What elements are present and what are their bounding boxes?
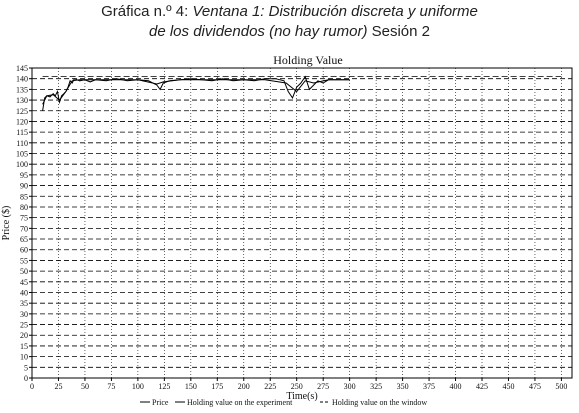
y-tick-label: 120 bbox=[16, 117, 28, 127]
y-tick-label: 5 bbox=[24, 363, 28, 373]
x-tick-label: 75 bbox=[107, 382, 116, 391]
y-tick-label: 100 bbox=[16, 160, 28, 170]
x-tick-label: 500 bbox=[555, 382, 568, 391]
x-tick-label: 450 bbox=[502, 382, 515, 391]
x-tick-label: 50 bbox=[80, 382, 89, 391]
y-axis-label: Price ($) bbox=[1, 205, 12, 241]
legend-label: Holding value on the experiment bbox=[187, 398, 293, 407]
x-tick-label: 250 bbox=[290, 382, 303, 391]
legend-label: Holding value on the window bbox=[332, 398, 428, 407]
y-axis-ticks bbox=[16, 64, 32, 383]
y-tick-label: 130 bbox=[16, 96, 28, 106]
chart-grid bbox=[32, 68, 572, 378]
x-tick-label: 350 bbox=[396, 382, 409, 391]
y-tick-label: 105 bbox=[16, 149, 28, 159]
y-tick-label: 35 bbox=[20, 299, 28, 309]
x-tick-label: 375 bbox=[423, 382, 436, 391]
y-tick-label: 110 bbox=[16, 138, 28, 148]
legend-label: Price bbox=[152, 398, 169, 407]
x-axis-ticks bbox=[30, 378, 567, 391]
y-tick-label: 135 bbox=[16, 85, 28, 95]
x-tick-label: 425 bbox=[476, 382, 488, 391]
x-tick-label: 0 bbox=[30, 382, 34, 391]
chart-title: Holding Value bbox=[273, 53, 343, 67]
y-tick-label: 115 bbox=[16, 128, 28, 138]
chart-legend bbox=[140, 398, 427, 407]
y-tick-label: 80 bbox=[20, 202, 28, 212]
y-tick-label: 40 bbox=[20, 288, 28, 298]
y-tick-label: 145 bbox=[16, 64, 28, 73]
y-tick-label: 20 bbox=[20, 331, 28, 341]
caption-label: Gráfica n.º 4: bbox=[101, 3, 193, 20]
series-lines bbox=[43, 77, 562, 111]
caption-distribution: de los dividendos (no hay rumor) bbox=[149, 23, 368, 40]
y-tick-label: 45 bbox=[20, 277, 28, 287]
x-tick-label: 25 bbox=[54, 382, 63, 391]
caption-window: Ventana 1: Distribución discreta y uniforme bbox=[192, 3, 478, 20]
y-tick-label: 10 bbox=[20, 352, 28, 362]
x-tick-label: 150 bbox=[184, 382, 197, 391]
y-tick-label: 75 bbox=[20, 213, 28, 223]
y-tick-label: 25 bbox=[20, 320, 28, 330]
y-tick-label: 95 bbox=[20, 170, 28, 180]
y-tick-label: 65 bbox=[20, 235, 28, 245]
y-tick-label: 50 bbox=[20, 267, 28, 277]
y-tick-label: 15 bbox=[20, 341, 28, 351]
y-tick-label: 140 bbox=[16, 74, 28, 84]
y-tick-label: 70 bbox=[20, 224, 28, 234]
x-tick-label: 100 bbox=[131, 382, 144, 391]
x-tick-label: 125 bbox=[158, 382, 171, 391]
series-line-1 bbox=[43, 77, 350, 111]
y-tick-label: 125 bbox=[16, 106, 28, 116]
x-axis-label: Time(s) bbox=[286, 391, 318, 402]
x-tick-label: 275 bbox=[317, 382, 330, 391]
y-tick-label: 85 bbox=[20, 192, 28, 202]
x-tick-label: 325 bbox=[370, 382, 383, 391]
x-tick-label: 300 bbox=[343, 382, 356, 391]
y-tick-label: 90 bbox=[20, 181, 28, 191]
series-line-2 bbox=[43, 80, 350, 105]
y-tick-label: 30 bbox=[20, 309, 28, 319]
x-tick-label: 175 bbox=[211, 382, 224, 391]
x-tick-label: 475 bbox=[528, 382, 541, 391]
y-tick-label: 55 bbox=[20, 256, 28, 266]
y-tick-label: 60 bbox=[20, 245, 28, 255]
plot-frame bbox=[32, 68, 572, 378]
y-tick-label: 0 bbox=[24, 374, 28, 383]
x-tick-label: 400 bbox=[449, 382, 462, 391]
x-tick-label: 225 bbox=[264, 382, 277, 391]
x-tick-label: 200 bbox=[237, 382, 250, 391]
caption-session: Sesión 2 bbox=[367, 23, 430, 40]
